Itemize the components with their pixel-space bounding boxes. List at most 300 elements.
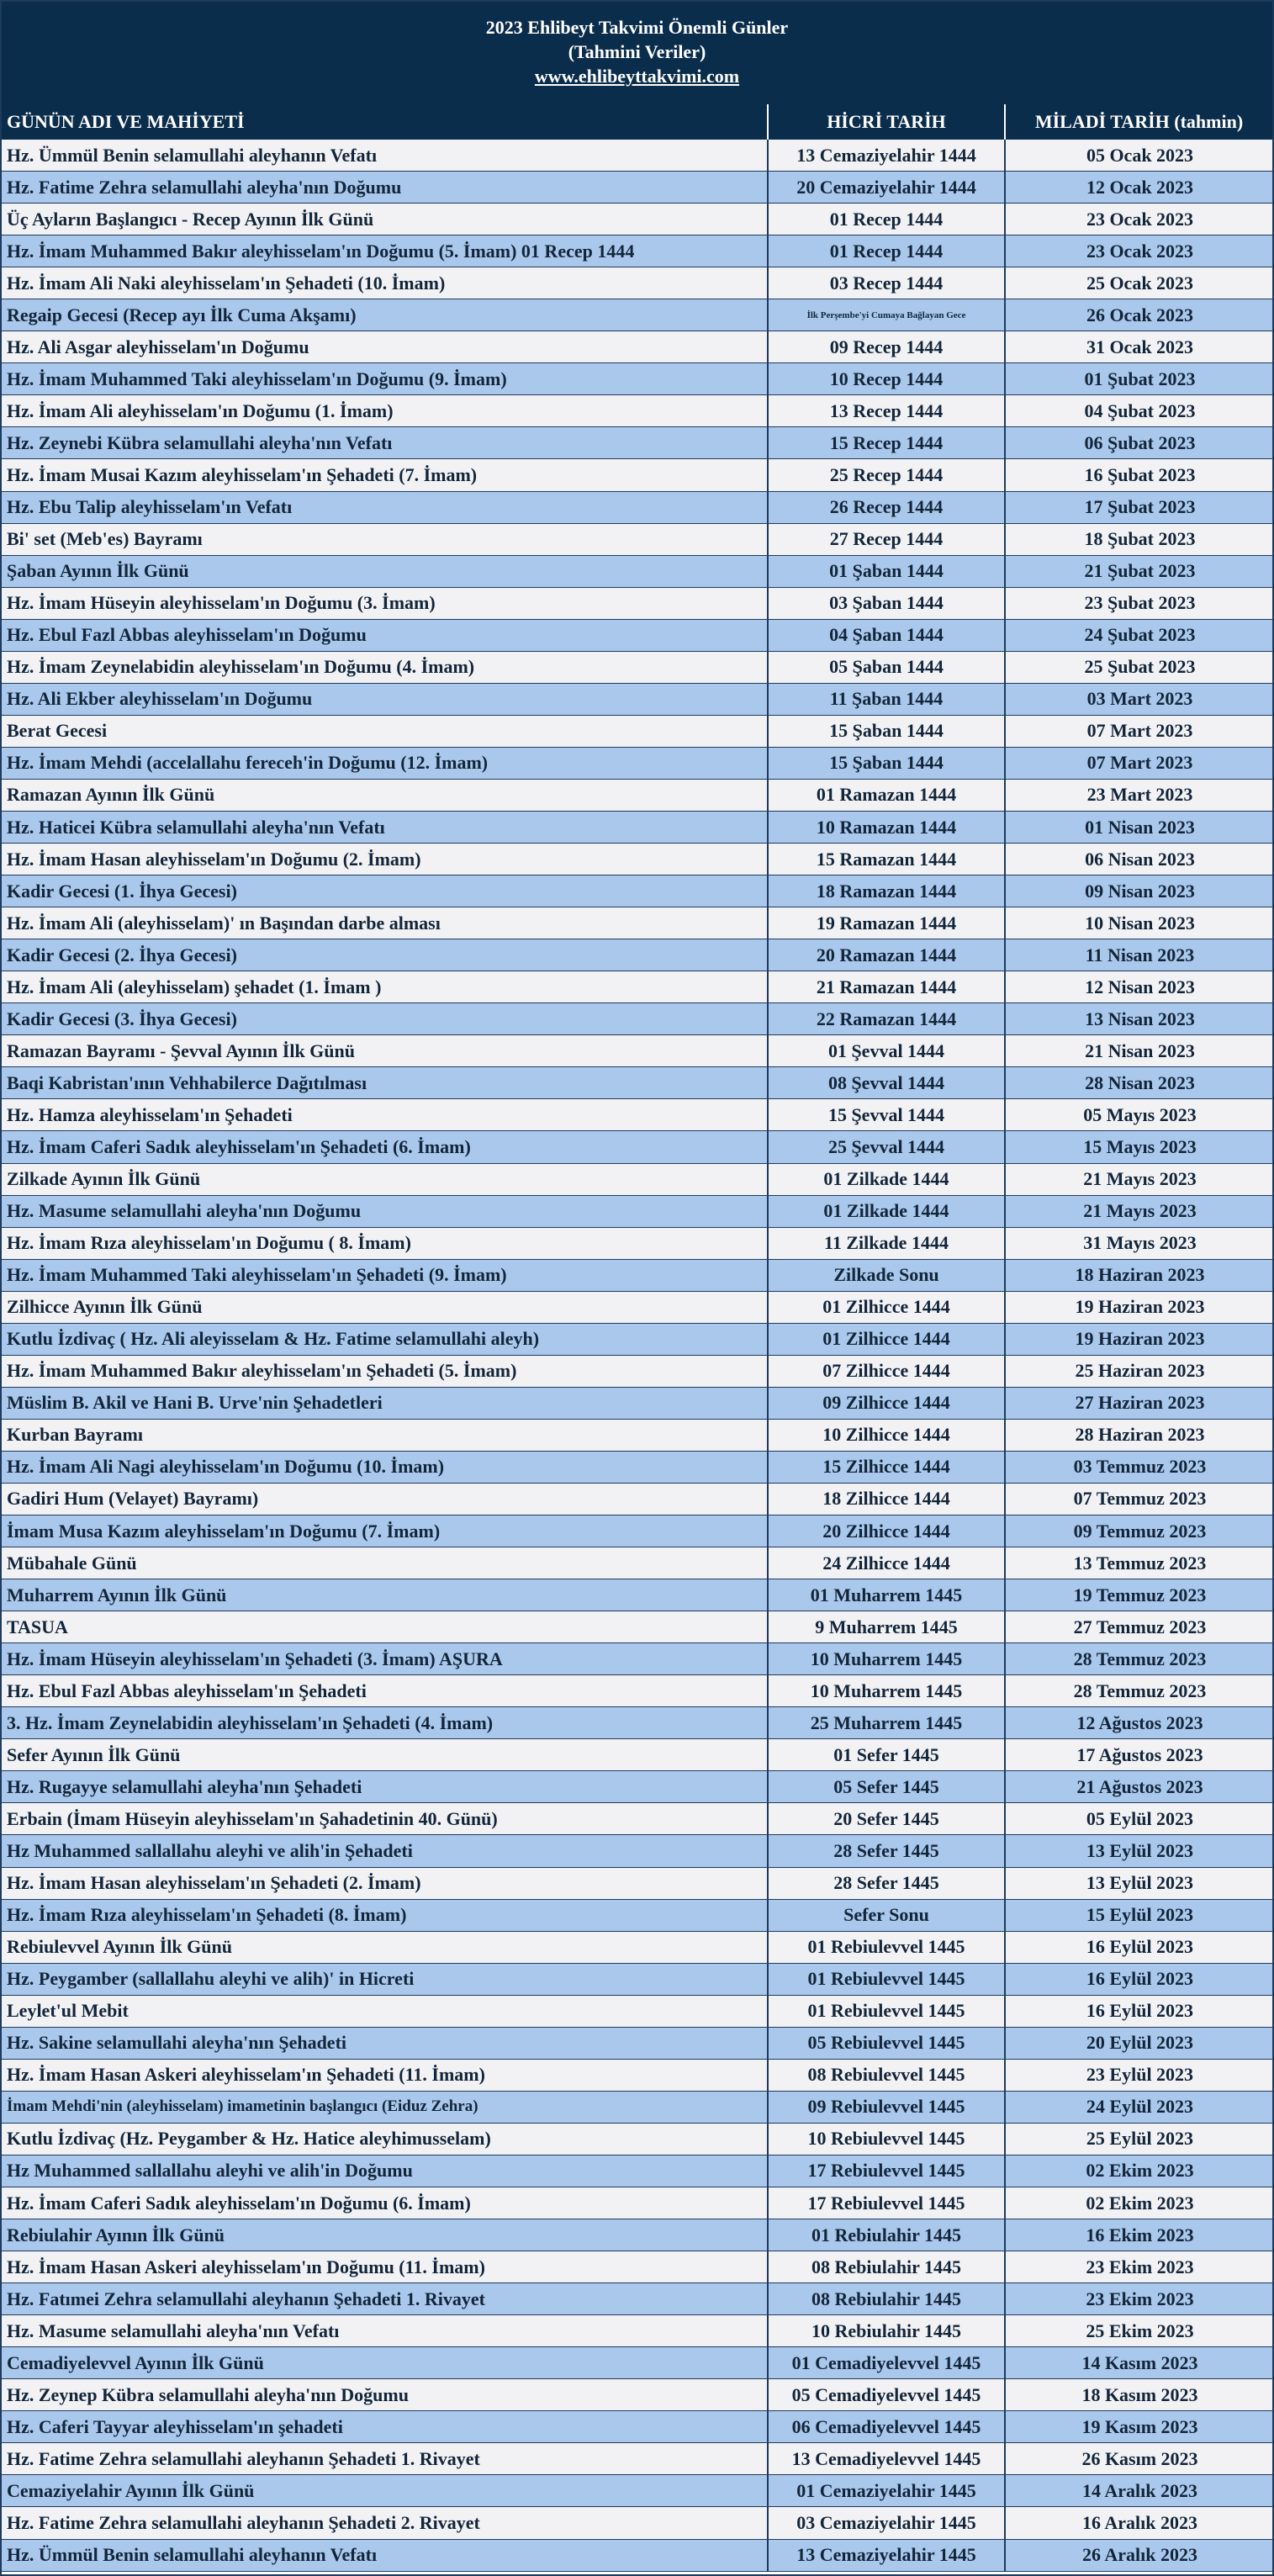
cell-name: Hz. İmam Ali Nagi aleyhisselam'ın Doğumu (10. İmam): [0, 1452, 769, 1483]
cell-hijri: 01 Zilkade 1444: [769, 1196, 1006, 1227]
cell-gregorian: 19 Kasım 2023: [1081, 2415, 1198, 2437]
table-row: [0, 2315, 1274, 2347]
table-row: [0, 652, 1274, 684]
table-row: [0, 1675, 1274, 1707]
cell-hijri: 13 Cemaziyelahir 1444: [769, 140, 1006, 171]
cell-hijri: 17 Rebiulevvel 1445: [769, 2187, 1006, 2219]
cell-hijri: 01 Cemaziyelahir 1445: [769, 2475, 1006, 2506]
cell-hijri: 10 Rebiulevvel 1445: [769, 2124, 1006, 2155]
cell-hijri: 20 Sefer 1445: [769, 1803, 1006, 1834]
cell-hijri: 18 Ramazan 1444: [769, 875, 1006, 907]
column-header-gregorian: MİLADİ TARİH (tahmin): [1006, 104, 1274, 140]
cell-hijri: 15 Şaban 1444: [769, 716, 1006, 747]
cell-hijri: 01 Şaban 1444: [769, 556, 1006, 587]
cell-name: Hz. Ali Asgar aleyhisselam'ın Doğumu: [0, 331, 769, 362]
table-row: [0, 1932, 1274, 1964]
cell-name: Hz. Ali Ekber aleyhisselam'ın Doğumu: [0, 684, 769, 715]
cell-gregorian: 09 Nisan 2023: [1085, 880, 1195, 902]
cell-hijri: 10 Rebiulahir 1445: [769, 2315, 1006, 2346]
cell-gregorian: 09 Temmuz 2023: [1073, 1520, 1207, 1542]
cell-hijri: 05 Şaban 1444: [769, 652, 1006, 683]
table-row: [0, 812, 1274, 844]
table-row: [0, 2540, 1274, 2572]
cell-name: Hz. İmam Hüseyin aleyhisselam'ın Şehadeti (3. İmam) AŞURA: [0, 1643, 769, 1674]
cell-name: Hz. İmam Rıza aleyhisselam'ın Doğumu ( 8. İmam): [0, 1228, 769, 1259]
cell-gregorian: 13 Eylül 2023: [1086, 1840, 1194, 1861]
cell-gregorian: 05 Ocak 2023: [1086, 144, 1194, 166]
table-row: [0, 1196, 1274, 1228]
table-row: [0, 1484, 1274, 1515]
cell-name: Berat Gecesi: [0, 716, 769, 747]
cell-hijri: 28 Sefer 1445: [769, 1868, 1006, 1899]
cell-name: Bi' set (Meb'es) Bayramı: [0, 524, 769, 555]
cell-name: Hz. İmam Ali (aleyhisselam)' ın Başından darbe alması: [0, 907, 769, 939]
table-row: [0, 684, 1274, 716]
table-row: [0, 1067, 1274, 1099]
cell-gregorian: 16 Aralık 2023: [1082, 2511, 1197, 2533]
cell-name: Hz. Caferi Tayyar aleyhisselam'ın şehadeti: [0, 2411, 769, 2442]
cell-name: Hz. Fatime Zehra selamullahi aleyha'nın Doğumu: [0, 172, 769, 203]
cell-hijri: 01 Rebiulevvel 1445: [769, 1932, 1006, 1963]
cell-name: Hz. İmam Ali aleyhisselam'ın Doğumu (1. İmam): [0, 395, 769, 426]
cell-name: Kutlu İzdivaç ( Hz. Ali aleyisselam & Hz. Fatime selamullahi aleyh): [0, 1324, 769, 1355]
page-subtitle: (Tahmini Veriler): [568, 41, 706, 62]
cell-name: Hz. Ebu Talip aleyhisselam'ın Vefatı: [0, 492, 769, 523]
cell-name: Kutlu İzdivaç (Hz. Peygamber & Hz. Hatice aleyhimusselam): [0, 2124, 769, 2155]
cell-name: Hz. Fatime Zehra selamullahi aleyhanın Şehadeti 1. Rivayet: [0, 2443, 769, 2474]
cell-name: İmam Musa Kazım aleyhisselam'ın Doğumu (7. İmam): [0, 1515, 769, 1547]
table-row: [0, 1707, 1274, 1739]
cell-hijri: 15 Ramazan 1444: [769, 844, 1006, 875]
table-row: [0, 620, 1274, 652]
cell-gregorian: 23 Ocak 2023: [1086, 208, 1194, 230]
cell-hijri: 05 Sefer 1445: [769, 1771, 1006, 1802]
cell-hijri: 01 Zilhicce 1444: [769, 1324, 1006, 1355]
cell-gregorian: 17 Şubat 2023: [1084, 496, 1196, 518]
cell-gregorian: 28 Nisan 2023: [1085, 1071, 1195, 1093]
cell-gregorian: 16 Eylül 2023: [1086, 1968, 1194, 1990]
cell-gregorian: 25 Ekim 2023: [1086, 2319, 1194, 2341]
cell-name: İmam Mehdi'nin (aleyhisselam) imametinin başlangıcı (Eiduz Zehra): [0, 2092, 769, 2123]
cell-hijri: 01 Zilhicce 1444: [769, 1292, 1006, 1323]
table-row: [0, 1260, 1274, 1292]
cell-name: Cemaziyelahir Ayının İlk Günü: [0, 2475, 769, 2506]
table-row: [0, 524, 1274, 556]
column-header-name: GÜNÜN ADI VE MAHİYETİ: [0, 104, 769, 140]
cell-hijri: 10 Zilhicce 1444: [769, 1420, 1006, 1451]
cell-gregorian: 19 Haziran 2023: [1075, 1296, 1205, 1318]
cell-hijri: 20 Cemaziyelahir 1444: [769, 172, 1006, 203]
cell-gregorian: 17 Ağustos 2023: [1076, 1743, 1203, 1765]
cell-hijri: Zilkade Sonu: [769, 1260, 1006, 1291]
table-header-row: [0, 104, 1274, 140]
cell-hijri: 01 Rebiulahir 1445: [769, 2219, 1006, 2251]
cell-hijri: 13 Cemaziyelahir 1445: [769, 2540, 1006, 2571]
cell-name: Üç Ayların Başlangıcı - Recep Ayının İlk Günü: [0, 204, 769, 235]
table-row: [0, 140, 1274, 172]
cell-hijri: 01 Muharrem 1445: [769, 1579, 1006, 1611]
table-row: [0, 2443, 1274, 2475]
cell-name: Hz. İmam Rıza aleyhisselam'ın Şehadeti (8. İmam): [0, 1900, 769, 1931]
cell-name: Kurban Bayramı: [0, 1420, 769, 1451]
cell-name: Hz. Zeynebi Kübra selamullahi aleyha'nın Vefatı: [0, 427, 769, 458]
column-header-hijri: HİCRİ TARİH: [769, 104, 1006, 140]
cell-gregorian: 01 Şubat 2023: [1084, 368, 1196, 389]
cell-hijri: 15 Şaban 1444: [769, 748, 1006, 779]
cell-gregorian: 31 Ocak 2023: [1086, 336, 1194, 357]
cell-gregorian: 07 Mart 2023: [1086, 752, 1193, 774]
cell-name: Hz. İmam Zeynelabidin aleyhisselam'ın Doğumu (4. İmam): [0, 652, 769, 683]
table-row: [0, 2347, 1274, 2379]
cell-gregorian: 13 Nisan 2023: [1085, 1008, 1195, 1029]
cell-name: Hz. İmam Caferi Sadık aleyhisselam'ın Şehadeti (6. İmam): [0, 1131, 769, 1162]
table-row: [0, 1771, 1274, 1803]
cell-name: Leylet'ul Mebit: [0, 1996, 769, 2027]
cell-name: 3. Hz. İmam Zeynelabidin aleyhisselam'ın Şehadeti (4. İmam): [0, 1707, 769, 1738]
cell-gregorian: 25 Şubat 2023: [1084, 656, 1196, 678]
cell-gregorian: 20 Eylül 2023: [1086, 2032, 1194, 2054]
table-row: [0, 2155, 1274, 2187]
cell-name: TASUA: [0, 1611, 769, 1642]
cell-hijri: 11 Şaban 1444: [769, 684, 1006, 715]
cell-gregorian: 05 Mayıs 2023: [1083, 1103, 1197, 1125]
cell-gregorian: 15 Mayıs 2023: [1083, 1135, 1197, 1157]
cell-hijri: 19 Ramazan 1444: [769, 907, 1006, 939]
cell-name: Hz. İmam Hasan aleyhisselam'ın Şehadeti (2. İmam): [0, 1868, 769, 1899]
cell-gregorian: 28 Temmuz 2023: [1073, 1679, 1207, 1701]
cell-name: Ramazan Ayının İlk Günü: [0, 780, 769, 811]
cell-hijri: 08 Rebiulevvel 1445: [769, 2060, 1006, 2091]
cell-hijri: 25 Recep 1444: [769, 459, 1006, 490]
table-row: [0, 235, 1274, 267]
cell-hijri: 26 Recep 1444: [769, 492, 1006, 523]
cell-gregorian: 13 Temmuz 2023: [1073, 1552, 1207, 1574]
cell-gregorian: 25 Ocak 2023: [1086, 272, 1194, 294]
table-row: [0, 204, 1274, 235]
cell-hijri: İlk Perşembe'yi Cumaya Bağlayan Gece: [769, 299, 1006, 331]
cell-gregorian: 24 Eylül 2023: [1086, 2096, 1194, 2118]
cell-gregorian: 14 Aralık 2023: [1082, 2479, 1197, 2501]
cell-name: Hz. Ebul Fazl Abbas aleyhisselam'ın Doğumu: [0, 620, 769, 651]
table-row: [0, 1900, 1274, 1932]
table-row: [0, 1292, 1274, 1324]
table-row: [0, 2411, 1274, 2443]
cell-hijri: 21 Ramazan 1444: [769, 971, 1006, 1002]
cell-gregorian: 25 Haziran 2023: [1075, 1360, 1205, 1382]
table-row: [0, 299, 1274, 331]
cell-hijri: 15 Zilhicce 1444: [769, 1452, 1006, 1483]
cell-gregorian: 12 Ağustos 2023: [1076, 1711, 1203, 1733]
website-link[interactable]: www.ehlibeyttakvimi.com: [534, 66, 740, 87]
table-row: [0, 748, 1274, 780]
cell-name: Baqi Kabristan'ının Vehhabilerce Dağıtılması: [0, 1067, 769, 1098]
cell-name: Hz. İmam Ali Naki aleyhisselam'ın Şehadeti (10. İmam): [0, 267, 769, 299]
cell-hijri: 28 Sefer 1445: [769, 1835, 1006, 1866]
table-row: [0, 363, 1274, 395]
cell-hijri: 20 Ramazan 1444: [769, 939, 1006, 971]
cell-name: Hz. Sakine selamullahi aleyha'nın Şehadeti: [0, 2028, 769, 2059]
table-row: [0, 2251, 1274, 2283]
cell-gregorian: 23 Ocak 2023: [1086, 240, 1194, 262]
page-header: [0, 0, 1274, 104]
cell-name: Hz. Fatime Zehra selamullahi aleyhanın Şehadeti 2. Rivayet: [0, 2507, 769, 2538]
table-row: [0, 331, 1274, 363]
cell-gregorian: 18 Şubat 2023: [1084, 528, 1196, 550]
table-row: [0, 556, 1274, 588]
cell-name: Hz. Ümmül Benin selamullahi aleyhanın Vefatı: [0, 140, 769, 171]
cell-name: Mübahale Günü: [0, 1547, 769, 1579]
cell-gregorian: 21 Mayıs 2023: [1083, 1168, 1197, 1190]
cell-gregorian: 18 Haziran 2023: [1075, 1264, 1205, 1286]
cell-hijri: 18 Zilhicce 1444: [769, 1484, 1006, 1515]
cell-hijri: 10 Ramazan 1444: [769, 812, 1006, 843]
table-row: [0, 1964, 1274, 1996]
cell-name: Hz. İmam Musai Kazım aleyhisselam'ın Şehadeti (7. İmam): [0, 459, 769, 490]
table-row: [0, 1228, 1274, 1260]
table-row: [0, 1835, 1274, 1867]
cell-name: Hz. Ümmül Benin selamullahi aleyhanın Vefatı: [0, 2540, 769, 2571]
cell-name: Hz. Masume selamullahi aleyha'nın Doğumu: [0, 1196, 769, 1227]
cell-gregorian: 26 Kasım 2023: [1081, 2447, 1198, 2469]
cell-name: Regaip Gecesi (Recep ayı İlk Cuma Akşamı): [0, 299, 769, 331]
cell-hijri: 05 Rebiulevvel 1445: [769, 2028, 1006, 2059]
table-row: [0, 1868, 1274, 1900]
table-row: [0, 1099, 1274, 1131]
cell-gregorian: 23 Ekim 2023: [1086, 2256, 1194, 2277]
table-row: [0, 1643, 1274, 1675]
cell-hijri: 08 Rebiulahir 1445: [769, 2283, 1006, 2314]
cell-gregorian: 12 Ocak 2023: [1086, 176, 1194, 198]
cell-name: Hz. İmam Hasan Askeri aleyhisselam'ın Şehadeti (11. İmam): [0, 2060, 769, 2091]
cell-gregorian: 31 Mayıs 2023: [1083, 1232, 1197, 1254]
cell-gregorian: 27 Haziran 2023: [1075, 1392, 1205, 1414]
table-body: [0, 140, 1274, 2572]
cell-hijri: 10 Recep 1444: [769, 363, 1006, 394]
cell-name: Hz. İmam Hüseyin aleyhisselam'ın Doğumu (3. İmam): [0, 588, 769, 619]
cell-gregorian: 21 Nisan 2023: [1085, 1039, 1195, 1061]
table-row: [0, 492, 1274, 524]
table-row: [0, 1420, 1274, 1452]
table-row: [0, 2283, 1274, 2315]
table-row: [0, 844, 1274, 875]
table-row: [0, 1324, 1274, 1356]
table-row: [0, 427, 1274, 459]
table-row: [0, 588, 1274, 620]
cell-name: Hz. Fatımei Zehra selamullahi aleyhanın Şehadeti 1. Rivayet: [0, 2283, 769, 2314]
cell-name: Hz. İmam Muhammed Taki aleyhisselam'ın Doğumu (9. İmam): [0, 363, 769, 394]
cell-name: Hz. İmam Mehdi (accelallahu fereceh'in Doğumu (12. İmam): [0, 748, 769, 779]
cell-hijri: 20 Zilhicce 1444: [769, 1515, 1006, 1547]
cell-gregorian: 06 Nisan 2023: [1085, 848, 1195, 870]
table-row: [0, 1388, 1274, 1420]
cell-name: Kadir Gecesi (3. İhya Gecesi): [0, 1003, 769, 1034]
cell-gregorian: 21 Şubat 2023: [1084, 560, 1196, 582]
cell-gregorian: 11 Nisan 2023: [1085, 944, 1195, 965]
table-row: [0, 459, 1274, 491]
cell-hijri: 05 Cemadiyelevvel 1445: [769, 2379, 1006, 2410]
cell-hijri: 17 Rebiulevvel 1445: [769, 2155, 1006, 2187]
table-row: [0, 1611, 1274, 1643]
cell-gregorian: 27 Temmuz 2023: [1073, 1616, 1207, 1637]
cell-gregorian: 01 Nisan 2023: [1085, 816, 1195, 838]
cell-hijri: 03 Recep 1444: [769, 267, 1006, 299]
cell-name: Müslim B. Akil ve Hani B. Urve'nin Şehadetleri: [0, 1388, 769, 1419]
table-row: [0, 2187, 1274, 2219]
cell-hijri: 15 Şevval 1444: [769, 1099, 1006, 1130]
cell-hijri: 01 Ramazan 1444: [769, 780, 1006, 811]
table-row: [0, 1452, 1274, 1484]
cell-gregorian: 04 Şubat 2023: [1084, 399, 1196, 421]
cell-hijri: 08 Şevval 1444: [769, 1067, 1006, 1098]
cell-name: Hz Muhammed sallallahu aleyhi ve alih'in Şehadeti: [0, 1835, 769, 1866]
cell-hijri: 01 Recep 1444: [769, 204, 1006, 235]
cell-gregorian: 10 Nisan 2023: [1085, 912, 1195, 934]
table-row: [0, 267, 1274, 299]
cell-hijri: 22 Ramazan 1444: [769, 1003, 1006, 1034]
cell-name: Hz. Haticei Kübra selamullahi aleyha'nın Vefatı: [0, 812, 769, 843]
cell-hijri: 01 Zilkade 1444: [769, 1164, 1006, 1195]
cell-name: Kadir Gecesi (2. İhya Gecesi): [0, 939, 769, 971]
cell-hijri: 11 Zilkade 1444: [769, 1228, 1006, 1259]
cell-hijri: 09 Recep 1444: [769, 331, 1006, 362]
cell-gregorian: 16 Eylül 2023: [1086, 2000, 1194, 2022]
table-row: [0, 1803, 1274, 1835]
cell-hijri: 9 Muharrem 1445: [769, 1611, 1006, 1642]
cell-name: Hz. İmam Ali (aleyhisselam) şehadet (1. İmam ): [0, 971, 769, 1002]
cell-name: Muharrem Ayının İlk Günü: [0, 1579, 769, 1611]
cell-name: Hz. İmam Hasan Askeri aleyhisselam'ın Doğumu (11. İmam): [0, 2251, 769, 2282]
table-row: [0, 1035, 1274, 1067]
cell-gregorian: 16 Ekim 2023: [1086, 2224, 1194, 2245]
cell-name: Hz. Masume selamullahi aleyha'nın Vefatı: [0, 2315, 769, 2346]
table-row: [0, 1996, 1274, 2028]
table-row: [0, 2219, 1274, 2251]
cell-name: Hz. Rugayye selamullahi aleyha'nın Şehadeti: [0, 1771, 769, 1802]
cell-name: Zilkade Ayının İlk Günü: [0, 1164, 769, 1195]
cell-gregorian: 24 Şubat 2023: [1084, 624, 1196, 646]
cell-name: Kadir Gecesi (1. İhya Gecesi): [0, 875, 769, 907]
cell-hijri: 01 Cemadiyelevvel 1445: [769, 2347, 1006, 2378]
cell-gregorian: 14 Kasım 2023: [1081, 2351, 1198, 2373]
cell-name: Sefer Ayının İlk Günü: [0, 1739, 769, 1770]
table-row: [0, 971, 1274, 1003]
table-row: [0, 1579, 1274, 1611]
cell-hijri: 03 Şaban 1444: [769, 588, 1006, 619]
cell-hijri: 07 Zilhicce 1444: [769, 1356, 1006, 1387]
cell-hijri: 08 Rebiulahir 1445: [769, 2251, 1006, 2282]
cell-name: Ramazan Bayramı - Şevval Ayının İlk Günü: [0, 1035, 769, 1066]
table-row: [0, 875, 1274, 907]
table-row: [0, 2475, 1274, 2507]
table-row: [0, 1356, 1274, 1388]
cell-name: Rebiulahir Ayının İlk Günü: [0, 2219, 769, 2251]
table-row: [0, 780, 1274, 812]
cell-gregorian: 16 Şubat 2023: [1084, 463, 1196, 485]
cell-name: Hz Muhammed sallallahu aleyhi ve alih'in Doğumu: [0, 2155, 769, 2187]
table-row: [0, 1131, 1274, 1163]
cell-name: Hz. İmam Muhammed Taki aleyhisselam'ın Şehadeti (9. İmam): [0, 1260, 769, 1291]
cell-name: Hz. İmam Muhammed Bakır aleyhisselam'ın Doğumu (5. İmam) 01 Recep 1444: [0, 235, 769, 267]
cell-name: Hz. Zeynep Kübra selamullahi aleyha'nın Doğumu: [0, 2379, 769, 2410]
cell-gregorian: 28 Haziran 2023: [1075, 1424, 1205, 1446]
table-row: [0, 2028, 1274, 2060]
cell-hijri: 06 Cemadiyelevvel 1445: [769, 2411, 1006, 2442]
cell-gregorian: 07 Mart 2023: [1086, 720, 1193, 742]
cell-hijri: 01 Şevval 1444: [769, 1035, 1006, 1066]
cell-hijri: 01 Rebiulevvel 1445: [769, 1964, 1006, 1995]
table-row: [0, 2092, 1274, 2124]
cell-hijri: 25 Şevval 1444: [769, 1131, 1006, 1162]
cell-hijri: 01 Sefer 1445: [769, 1739, 1006, 1770]
table-row: [0, 2507, 1274, 2539]
cell-hijri: 01 Rebiulevvel 1445: [769, 1996, 1006, 2027]
cell-gregorian: 12 Nisan 2023: [1085, 976, 1195, 997]
table-row: [0, 172, 1274, 204]
cell-name: Hz. İmam Muhammed Bakır aleyhisselam'ın Şehadeti (5. İmam): [0, 1356, 769, 1387]
table-row: [0, 2379, 1274, 2411]
cell-name: Hz. Peygamber (sallallahu aleyhi ve alih)' in Hicreti: [0, 1964, 769, 1995]
cell-gregorian: 26 Ocak 2023: [1086, 304, 1194, 325]
cell-name: Hz. İmam Caferi Sadık aleyhisselam'ın Doğumu (6. İmam): [0, 2187, 769, 2219]
cell-gregorian: 23 Ekim 2023: [1086, 2288, 1194, 2309]
cell-gregorian: 05 Eylül 2023: [1086, 1807, 1194, 1829]
cell-hijri: 13 Recep 1444: [769, 395, 1006, 426]
cell-gregorian: 25 Eylül 2023: [1086, 2128, 1194, 2150]
cell-gregorian: 28 Temmuz 2023: [1073, 1648, 1207, 1669]
table-row: [0, 1003, 1274, 1035]
cell-hijri: 25 Muharrem 1445: [769, 1707, 1006, 1738]
cell-hijri: 10 Muharrem 1445: [769, 1643, 1006, 1674]
table-row: [0, 1739, 1274, 1771]
table-row: [0, 395, 1274, 427]
cell-gregorian: 07 Temmuz 2023: [1073, 1488, 1207, 1510]
cell-gregorian: 15 Eylül 2023: [1086, 1904, 1194, 1926]
cell-hijri: Sefer Sonu: [769, 1900, 1006, 1931]
cell-hijri: 13 Cemadiyelevvel 1445: [769, 2443, 1006, 2474]
table-row: [0, 939, 1274, 971]
cell-name: Zilhicce Ayının İlk Günü: [0, 1292, 769, 1323]
cell-gregorian: 23 Mart 2023: [1086, 784, 1193, 806]
cell-name: Şaban Ayının İlk Günü: [0, 556, 769, 587]
cell-name: Rebiulevvel Ayının İlk Günü: [0, 1932, 769, 1963]
cell-gregorian: 21 Mayıs 2023: [1083, 1200, 1197, 1222]
cell-gregorian: 21 Ağustos 2023: [1076, 1775, 1203, 1797]
cell-hijri: 15 Recep 1444: [769, 427, 1006, 458]
table-row: [0, 1547, 1274, 1579]
cell-hijri: 09 Rebiulevvel 1445: [769, 2092, 1006, 2123]
table-row: [0, 2124, 1274, 2155]
cell-name: Hz. Ebul Fazl Abbas aleyhisselam'ın Şehadeti: [0, 1675, 769, 1706]
cell-gregorian: 19 Temmuz 2023: [1073, 1584, 1207, 1605]
cell-name: Hz. Hamza aleyhisselam'ın Şehadeti: [0, 1099, 769, 1130]
cell-gregorian: 03 Temmuz 2023: [1073, 1456, 1207, 1478]
cell-name: Erbain (İmam Hüseyin aleyhisselam'ın Şahadetinin 40. Günü): [0, 1803, 769, 1834]
cell-gregorian: 06 Şubat 2023: [1084, 431, 1196, 453]
table-row: [0, 716, 1274, 748]
cell-hijri: 04 Şaban 1444: [769, 620, 1006, 651]
table-row: [0, 2060, 1274, 2092]
cell-name: Cemadiyelevvel Ayının İlk Günü: [0, 2347, 769, 2378]
cell-gregorian: 26 Aralık 2023: [1082, 2544, 1197, 2566]
cell-name: Hz. İmam Hasan aleyhisselam'ın Doğumu (2. İmam): [0, 844, 769, 875]
cell-gregorian: 02 Ekim 2023: [1086, 2160, 1194, 2182]
cell-gregorian: 23 Eylül 2023: [1086, 2064, 1194, 2086]
cell-gregorian: 23 Şubat 2023: [1084, 592, 1196, 614]
table-row: [0, 1515, 1274, 1547]
cell-hijri: 10 Muharrem 1445: [769, 1675, 1006, 1706]
cell-hijri: 03 Cemaziyelahir 1445: [769, 2507, 1006, 2538]
cell-gregorian: 02 Ekim 2023: [1086, 2192, 1194, 2214]
